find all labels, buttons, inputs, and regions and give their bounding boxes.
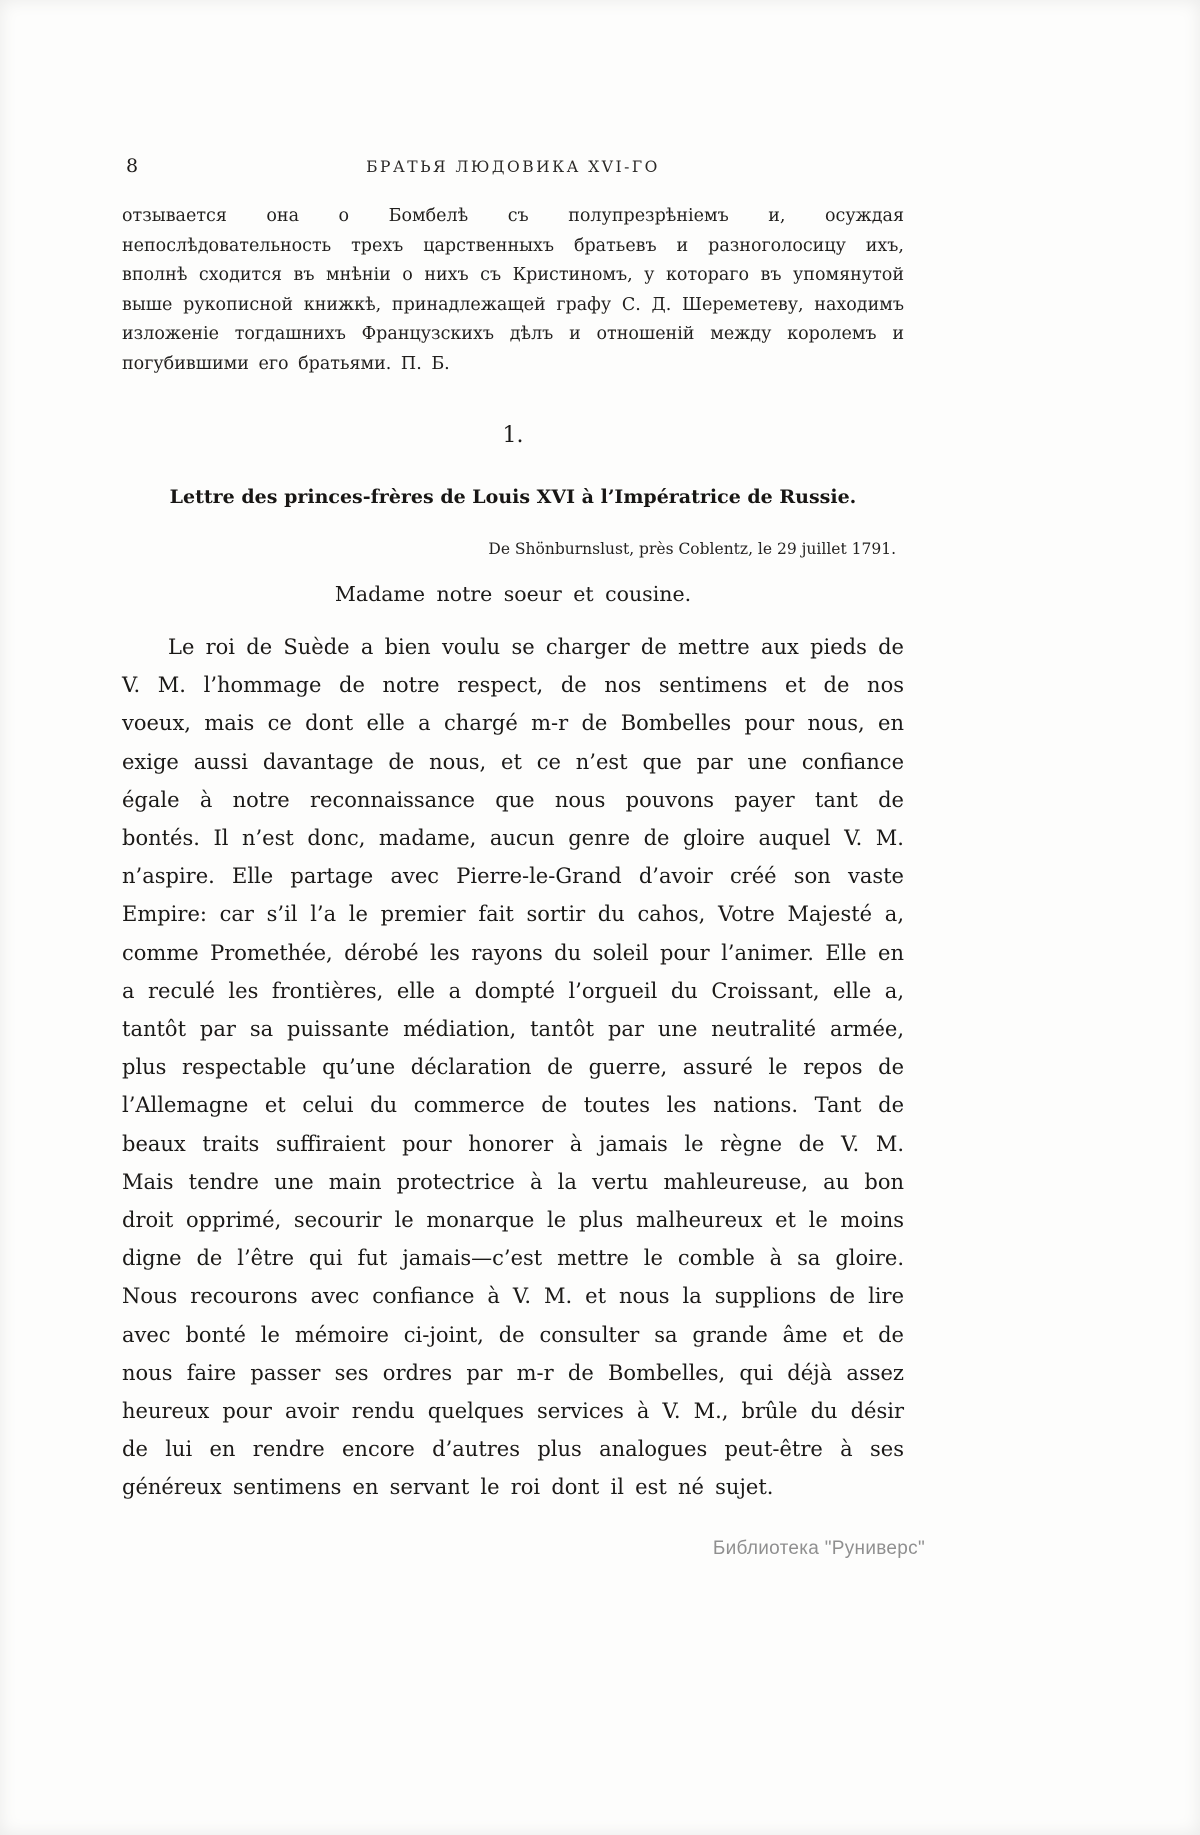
section-title: Lettre des princes-frères de Louis XVI à l’Impératrice de Russie. — [169, 486, 857, 508]
letter-body: Le roi de Suède a bien voulu se charger de mettre aux pieds de V. M. l’hommage de notre respect, de nos sentimens et de nos voeux, mais ce dont elle a chargé m-r de Bombelles pour nous, en exige aussi davantage de nous, et ce n’est que par une confiance égale à notre reconnaissance que nous pouvons payer tant de bontés. Il n’est donc, madame, aucun genre de gloire auquel V. M. n’aspire. Elle partage avec Pierre-le-Grand d’avoir créé son vaste Empire: car s’il l’a le premier fait sortir du cahos, Votre Majesté a, comme Promethée, dérobé les rayons du soleil pour l’animer. Elle en a reculé les frontières, elle a dompté l’orgueil du Croissant, elle a, tantôt par sa puissante médiation, tantôt par une neutralité armée, plus respectable qu’une déclaration de guerre, assuré le repos de l’Allemagne et celui du commerce de toutes les nations. Tant de beaux traits suffiraient pour honorer à jamais le règne de V. M. Mais tendre une main protectrice à la vertu mahleureuse, au bon droit opprimé, secourir le monarque le plus malheureux et le moins digne de l’être qui fut jamais—c’est mettre le comble à sa gloire. Nous recourons avec confiance à V. M. et nous la supplions de lire avec bonté le mémoire ci-joint, de consulter sa grande âme et de nous faire passer ses ordres par m-r de Bombelles, qui déjà assez heureux pour avoir rendu quelques services à V. M., brûle du désir de lui en rendre encore d’autres plus analogues peut-être à ses généreux sentimens en servant le roi dont il est né sujet. — [122, 635, 904, 1500]
library-watermark: Библиотека "Руниверс" — [712, 1538, 925, 1559]
section-number: 1. — [502, 423, 524, 448]
letter-salutation: Madame notre soeur et cousine. — [334, 582, 692, 606]
letter-dateline: De Shönburnslust, près Coblentz, le 29 juillet 1791. — [488, 540, 896, 558]
russian-editorial-note: отзывается она о Бомбелѣ съ полупрезрѣніемъ и, осуждая непослѣдовательность трехъ царственныхъ братьевъ и разноголосицу ихъ, вполнѣ сходится въ мнѣніи о нихъ съ Кристиномъ, у котораго въ упомянутой выше рукописной книжкѣ, принадлежащей графу С. Д. Шереметеву, находимъ изложеніе тогдашнихъ Французскихъ дѣлъ и отношеній между королемъ и погубившими его братьями. П. Б. — [122, 206, 904, 374]
text-column — [122, 0, 904, 1528]
page-number: 8 — [126, 155, 140, 177]
page-header — [122, 0, 904, 182]
running-header: БРАТЬЯ ЛЮДОВИКА XVI-ГО — [366, 158, 660, 176]
